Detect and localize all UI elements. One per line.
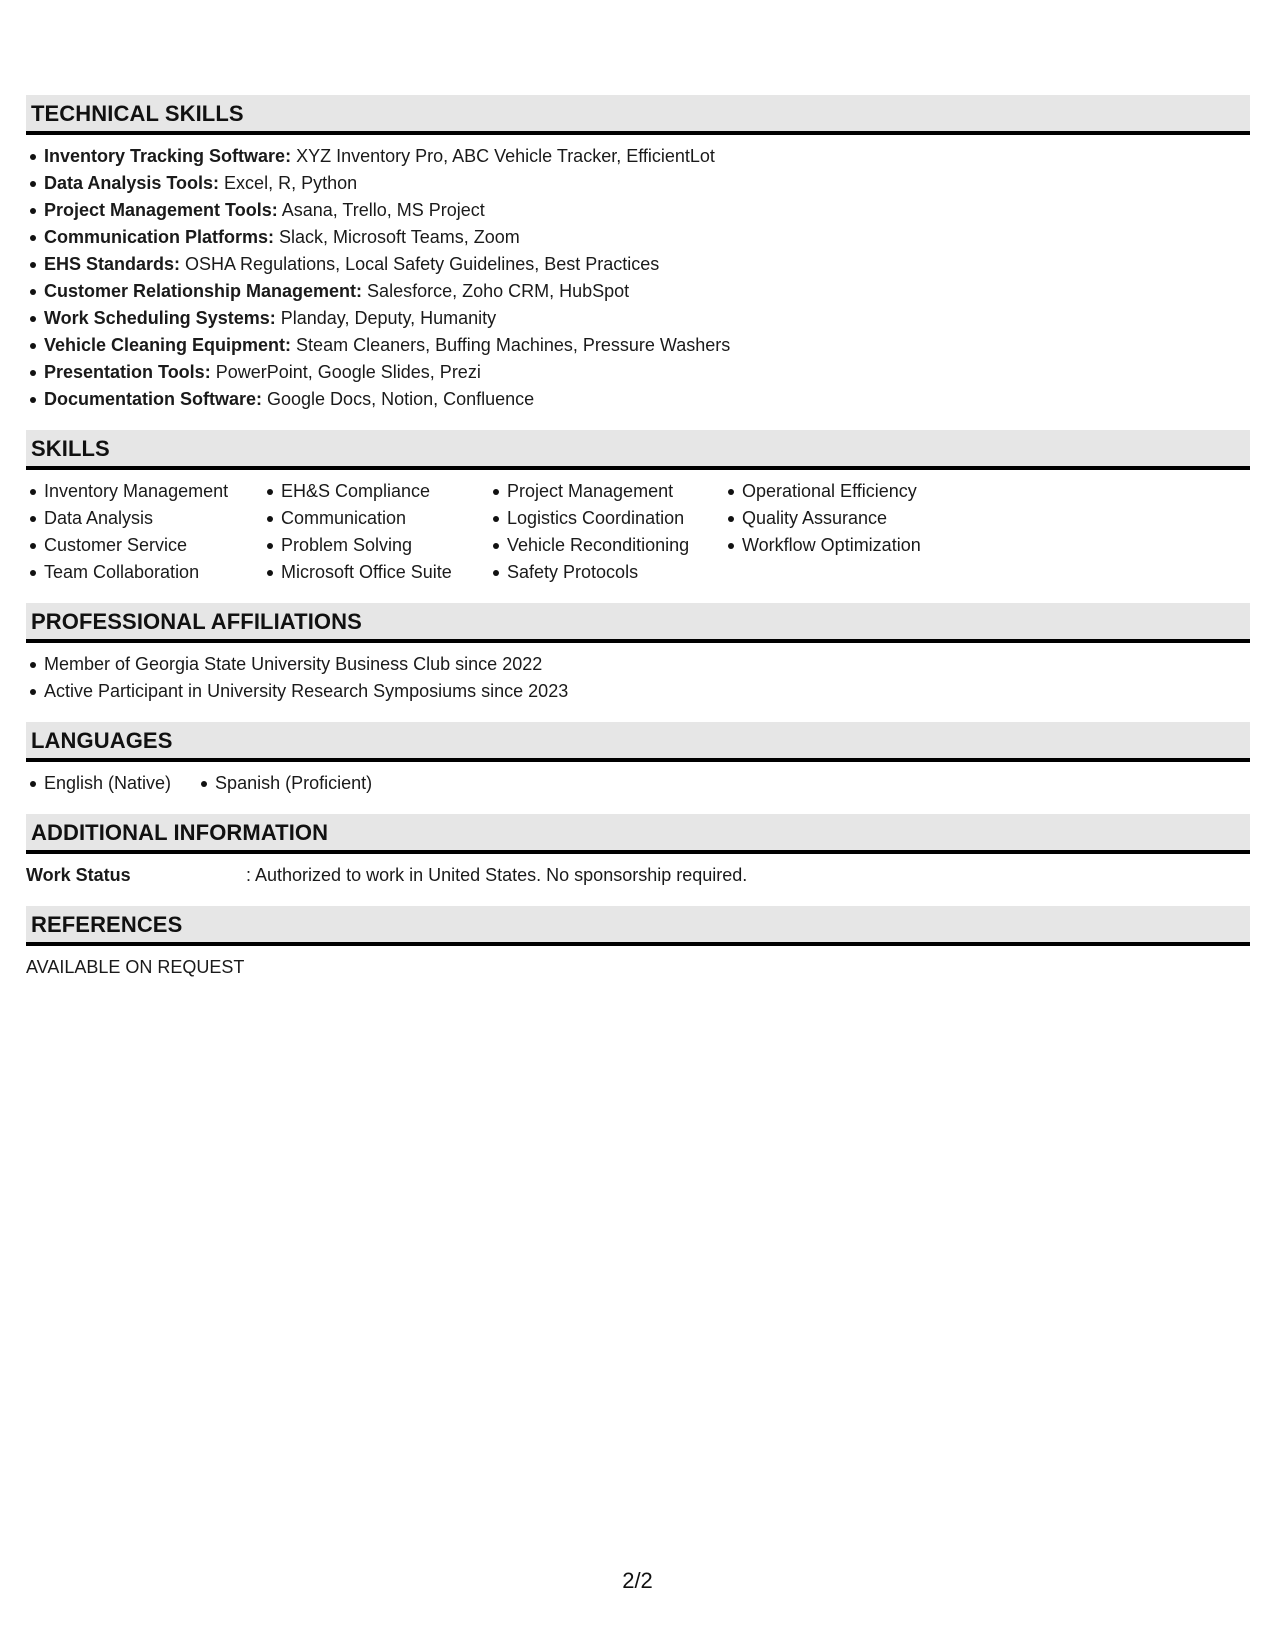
skills-grid <box>26 478 1250 586</box>
tech-skill-value: Excel, R, Python <box>219 173 358 193</box>
list-item <box>44 224 1250 251</box>
page-number: 2/2 <box>622 1568 653 1593</box>
additional-info-header: ADDITIONAL INFORMATION <box>26 814 1250 854</box>
skills-column <box>507 478 742 586</box>
list-item <box>44 197 1250 224</box>
list-item <box>44 251 1250 278</box>
tech-skill-value: Asana, Trello, MS Project <box>277 200 485 220</box>
work-status-value: : Authorized to work in United States. No sponsorship required. <box>246 865 748 885</box>
list-item: Problem Solving <box>281 532 507 559</box>
tech-skill-label: Communication Platforms: <box>44 227 275 247</box>
list-item <box>44 278 1250 305</box>
skills-column <box>281 478 507 586</box>
tech-skill-value: OSHA Regulations, Local Safety Guidelines, Best Practices <box>180 254 660 274</box>
list-item: Active Participant in University Research Symposiums since 2023 <box>44 678 1250 705</box>
tech-skill-value: XYZ Inventory Pro, ABC Vehicle Tracker, EfficientLot <box>291 146 715 166</box>
tech-skill-value: Salesforce, Zoho CRM, HubSpot <box>362 281 630 301</box>
references-header: REFERENCES <box>26 906 1250 946</box>
references-text: AVAILABLE ON REQUEST <box>26 957 245 977</box>
work-status-label: Work Status <box>26 865 131 885</box>
tech-skill-label: Project Management Tools: <box>44 200 278 220</box>
languages-header: LANGUAGES <box>26 722 1250 762</box>
skills-column <box>44 478 281 586</box>
list-item: Quality Assurance <box>742 505 982 532</box>
tech-skill-label: Data Analysis Tools: <box>44 173 220 193</box>
list-item <box>44 305 1250 332</box>
list-item: Vehicle Reconditioning <box>507 532 742 559</box>
list-item <box>44 359 1250 386</box>
list-item: Spanish (Proficient) <box>215 770 372 797</box>
list-item: Project Management <box>507 478 742 505</box>
work-status-row <box>26 862 1250 889</box>
list-item <box>44 170 1250 197</box>
affiliations-list <box>26 651 1250 705</box>
list-item <box>44 143 1250 170</box>
list-item: Customer Service <box>44 532 281 559</box>
list-item: Logistics Coordination <box>507 505 742 532</box>
languages-list <box>26 770 1250 797</box>
technical-skills-list <box>26 143 1250 413</box>
tech-skill-value: PowerPoint, Google Slides, Prezi <box>210 362 481 382</box>
tech-skill-label: Customer Relationship Management: <box>44 281 363 301</box>
list-item: Workflow Optimization <box>742 532 982 559</box>
tech-skill-label: EHS Standards: <box>44 254 181 274</box>
list-item <box>44 332 1250 359</box>
tech-skill-value: Planday, Deputy, Humanity <box>275 308 497 328</box>
list-item: Member of Georgia State University Business Club since 2022 <box>44 651 1250 678</box>
tech-skill-label: Vehicle Cleaning Equipment: <box>44 335 292 355</box>
tech-skill-value: Slack, Microsoft Teams, Zoom <box>274 227 520 247</box>
skills-header: SKILLS <box>26 430 1250 470</box>
list-item <box>44 386 1250 413</box>
list-item: English (Native) <box>44 770 171 797</box>
tech-skill-label: Documentation Software: <box>44 389 263 409</box>
list-item: Operational Efficiency <box>742 478 982 505</box>
tech-skill-label: Work Scheduling Systems: <box>44 308 276 328</box>
list-item: EH&S Compliance <box>281 478 507 505</box>
affiliations-header: PROFESSIONAL AFFILIATIONS <box>26 603 1250 643</box>
list-item: Communication <box>281 505 507 532</box>
tech-skill-value: Steam Cleaners, Buffing Machines, Pressure Washers <box>291 335 731 355</box>
list-item: Team Collaboration <box>44 559 281 586</box>
tech-skill-label: Presentation Tools: <box>44 362 211 382</box>
technical-skills-header: TECHNICAL SKILLS <box>26 95 1250 135</box>
list-item: Inventory Management <box>44 478 281 505</box>
resume-page <box>26 95 1250 981</box>
tech-skill-value: Google Docs, Notion, Confluence <box>262 389 535 409</box>
skills-column <box>742 478 982 586</box>
list-item: Safety Protocols <box>507 559 742 586</box>
list-item: Microsoft Office Suite <box>281 559 507 586</box>
tech-skill-label: Inventory Tracking Software: <box>44 146 292 166</box>
list-item: Data Analysis <box>44 505 281 532</box>
